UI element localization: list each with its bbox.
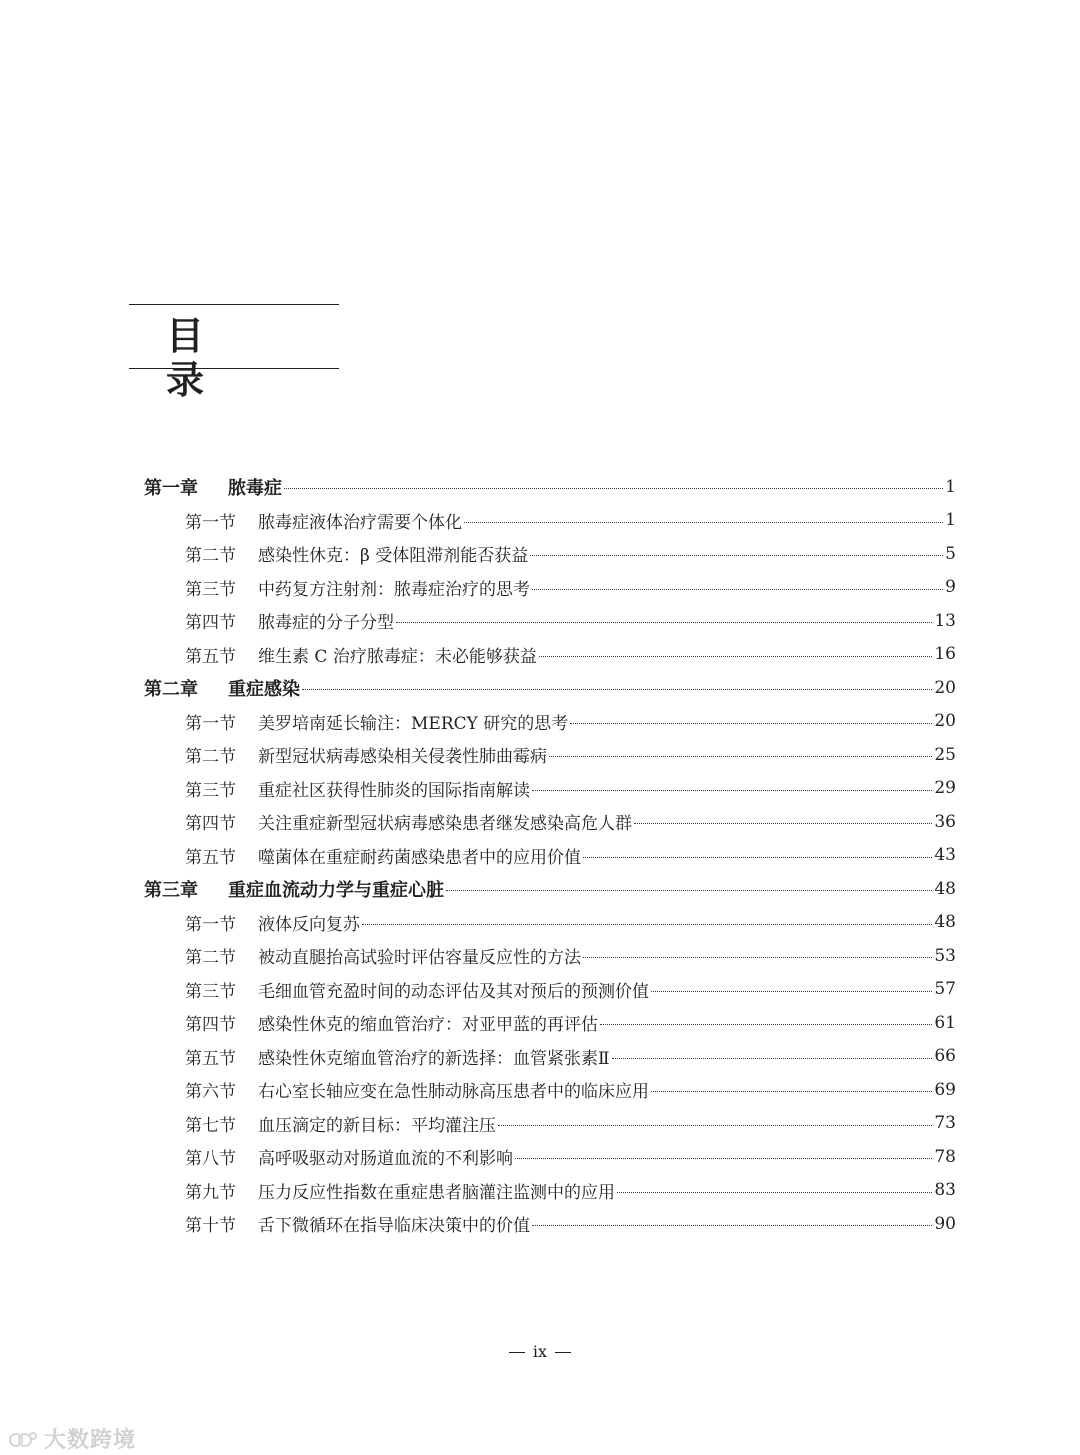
title-top-rule <box>129 304 339 305</box>
leader-dots <box>362 924 932 925</box>
toc-entry-label: 第三节 <box>185 579 236 600</box>
leader-dots <box>539 656 933 657</box>
toc-entry-label: 第一节 <box>185 914 236 935</box>
leader-dots <box>600 1024 932 1025</box>
toc-entry-lead <box>185 541 528 566</box>
toc-entry-lead <box>185 608 394 633</box>
page-number: ix <box>532 1342 548 1361</box>
toc-entry-title: 感染性休克缩血管治疗的新选择：血管紧张素Ⅱ <box>258 1048 610 1069</box>
toc-entry-page: 83 <box>934 1180 956 1201</box>
leader-dots <box>612 1058 933 1059</box>
toc-entry-label: 第三章 <box>144 879 198 901</box>
toc-section-row[interactable] <box>144 705 956 739</box>
toc-entry-title: 美罗培南延长输注：MERCY 研究的思考 <box>258 713 569 734</box>
toc-entry-title: 重症社区获得性肺炎的国际指南解读 <box>258 780 530 801</box>
toc-entry-title: 血压滴定的新目标：平均灌注压 <box>258 1115 496 1136</box>
toc-entry-label: 第六节 <box>185 1082 236 1103</box>
toc-entry-lead <box>185 1010 598 1035</box>
toc-entry-page: 73 <box>934 1113 956 1134</box>
toc-entry-label: 第五节 <box>185 646 236 667</box>
leader-dots <box>532 790 932 791</box>
toc-entry-lead <box>185 910 360 935</box>
toc-entry-page: 13 <box>934 610 956 631</box>
toc-entry-page: 78 <box>934 1146 956 1167</box>
leader-dots <box>583 857 932 858</box>
toc-entry-title: 舌下微循环在指导临床决策中的价值 <box>258 1216 530 1237</box>
toc-entry-page: 53 <box>934 945 956 966</box>
toc-entry-title: 右心室长轴应变在急性肺动脉高压患者中的临床应用 <box>258 1082 649 1103</box>
toc-entry-title: 噬菌体在重症耐药菌感染患者中的应用价值 <box>258 847 581 868</box>
toc-section-row[interactable] <box>144 1006 956 1040</box>
toc-section-row[interactable] <box>144 604 956 638</box>
toc-entry-label: 第一节 <box>185 512 236 533</box>
toc-entry-title: 脓毒症的分子分型 <box>258 613 394 634</box>
toc-chapter-row[interactable] <box>144 470 956 504</box>
leader-dots <box>583 957 932 958</box>
footer-dash-right <box>555 1352 571 1353</box>
toc-entry-lead <box>185 1178 615 1203</box>
toc-entry-label: 第四节 <box>185 814 236 835</box>
leader-dots <box>498 1125 932 1126</box>
page-title: 目 录 <box>166 314 241 402</box>
toc-entry-title: 毛细血管充盈时间的动态评估及其对预后的预测价值 <box>258 981 649 1002</box>
toc-entry-label: 第二节 <box>185 546 236 567</box>
leader-dots <box>532 589 943 590</box>
toc-entry-page: 29 <box>934 778 956 799</box>
toc-section-row[interactable] <box>144 504 956 538</box>
toc-entry-label: 第五节 <box>185 1048 236 1069</box>
toc-entry-title: 维生素 C 治疗脓毒症：未必能够获益 <box>258 646 537 667</box>
toc-section-row[interactable] <box>144 1207 956 1241</box>
toc-entry-lead <box>185 1044 610 1069</box>
toc-entry-lead <box>185 642 537 667</box>
toc-entry-lead <box>185 977 649 1002</box>
table-of-contents <box>144 470 956 1241</box>
toc-section-row[interactable] <box>144 839 956 873</box>
toc-entry-page: 69 <box>934 1079 956 1100</box>
leader-dots <box>549 756 932 757</box>
toc-entry-lead <box>144 474 282 500</box>
toc-section-row[interactable] <box>144 805 956 839</box>
toc-entry-page: 66 <box>934 1046 956 1067</box>
leader-dots <box>302 689 932 690</box>
toc-entry-page: 5 <box>945 543 956 564</box>
toc-entry-label: 第七节 <box>185 1115 236 1136</box>
toc-entry-page: 1 <box>945 510 956 531</box>
toc-entry-lead <box>185 809 632 834</box>
toc-section-row[interactable] <box>144 1040 956 1074</box>
toc-entry-page: 9 <box>945 577 956 598</box>
toc-entry-page: 57 <box>934 979 956 1000</box>
title-bottom-rule <box>129 368 339 369</box>
page-footer <box>0 1342 1080 1361</box>
toc-entry-label: 第三节 <box>185 981 236 1002</box>
footer-dash-left <box>509 1352 525 1353</box>
toc-entry-lead <box>185 776 530 801</box>
toc-chapter-row[interactable] <box>144 671 956 705</box>
toc-entry-title: 新型冠状病毒感染相关侵袭性肺曲霉病 <box>258 747 547 768</box>
logo-icon <box>8 1428 38 1450</box>
toc-entry-lead <box>185 843 581 868</box>
toc-entry-lead <box>185 1111 496 1136</box>
toc-entry-label: 第四节 <box>185 613 236 634</box>
leader-dots <box>570 723 932 724</box>
toc-entry-label: 第五节 <box>185 847 236 868</box>
toc-section-row[interactable] <box>144 906 956 940</box>
toc-entry-page: 20 <box>934 711 956 732</box>
toc-entry-lead <box>185 508 462 533</box>
leader-dots <box>530 555 943 556</box>
toc-entry-label: 第三节 <box>185 780 236 801</box>
toc-entry-label: 第二节 <box>185 948 236 969</box>
toc-section-row[interactable] <box>144 638 956 672</box>
toc-entry-lead <box>144 675 300 701</box>
toc-entry-page: 1 <box>945 476 956 497</box>
watermark <box>8 1423 136 1454</box>
toc-entry-title: 重症血流动力学与重症心脏 <box>228 879 444 901</box>
toc-entry-title: 重症感染 <box>228 678 300 700</box>
toc-entry-page: 16 <box>934 644 956 665</box>
toc-entry-page: 25 <box>934 744 956 765</box>
toc-section-row[interactable] <box>144 537 956 571</box>
toc-entry-lead <box>144 876 444 902</box>
toc-section-row[interactable] <box>144 571 956 605</box>
toc-entry-page: 36 <box>934 811 956 832</box>
toc-entry-page: 90 <box>934 1213 956 1234</box>
toc-entry-page: 61 <box>934 1012 956 1033</box>
toc-entry-title: 关注重症新型冠状病毒感染患者继发感染高危人群 <box>258 814 632 835</box>
toc-entry-label: 第一节 <box>185 713 236 734</box>
leader-dots <box>651 1091 932 1092</box>
toc-entry-page: 48 <box>934 878 956 899</box>
toc-section-row[interactable] <box>144 1073 956 1107</box>
toc-chapter-row[interactable] <box>144 872 956 906</box>
toc-section-row[interactable] <box>144 772 956 806</box>
toc-section-row[interactable] <box>144 1140 956 1174</box>
leader-dots <box>396 622 932 623</box>
toc-entry-label: 第二章 <box>144 678 198 700</box>
toc-entry-label: 第八节 <box>185 1149 236 1170</box>
leader-dots <box>284 488 943 489</box>
toc-section-row[interactable] <box>144 939 956 973</box>
toc-entry-lead <box>185 742 547 767</box>
toc-entry-title: 被动直腿抬高试验时评估容量反应性的方法 <box>258 948 581 969</box>
toc-section-row[interactable] <box>144 1107 956 1141</box>
toc-entry-lead <box>185 1144 513 1169</box>
toc-entry-label: 第四节 <box>185 1015 236 1036</box>
toc-entry-title: 感染性休克：β 受体阻滞剂能否获益 <box>258 546 529 567</box>
toc-entry-page: 48 <box>934 912 956 933</box>
toc-entry-title: 高呼吸驱动对肠道血流的不利影响 <box>258 1149 513 1170</box>
toc-entry-lead <box>185 943 581 968</box>
toc-entry-label: 第一章 <box>144 477 198 499</box>
toc-entry-title: 中药复方注射剂：脓毒症治疗的思考 <box>258 579 530 600</box>
toc-entry-page: 20 <box>934 677 956 698</box>
toc-entry-title: 液体反向复苏 <box>258 914 360 935</box>
leader-dots <box>617 1192 932 1193</box>
leader-dots <box>634 823 932 824</box>
toc-entry-title: 感染性休克的缩血管治疗：对亚甲蓝的再评估 <box>258 1015 598 1036</box>
toc-entry-page: 43 <box>934 845 956 866</box>
toc-section-row[interactable] <box>144 1174 956 1208</box>
watermark-text: 大数跨境 <box>44 1428 137 1453</box>
toc-entry-title: 脓毒症 <box>228 477 282 499</box>
leader-dots <box>515 1158 932 1159</box>
toc-entry-label: 第十节 <box>185 1216 236 1237</box>
toc-entry-lead <box>185 709 568 734</box>
leader-dots <box>446 890 932 891</box>
toc-entry-lead <box>185 1211 530 1236</box>
title-block <box>129 304 339 402</box>
leader-dots <box>464 522 943 523</box>
toc-section-row[interactable] <box>144 973 956 1007</box>
toc-entry-title: 压力反应性指数在重症患者脑灌注监测中的应用 <box>258 1182 615 1203</box>
toc-entry-lead <box>185 1077 649 1102</box>
toc-entry-title: 脓毒症液体治疗需要个体化 <box>258 512 462 533</box>
leader-dots <box>532 1225 932 1226</box>
toc-entry-label: 第二节 <box>185 747 236 768</box>
toc-entry-label: 第九节 <box>185 1182 236 1203</box>
toc-entry-lead <box>185 575 530 600</box>
leader-dots <box>651 991 932 992</box>
toc-section-row[interactable] <box>144 738 956 772</box>
